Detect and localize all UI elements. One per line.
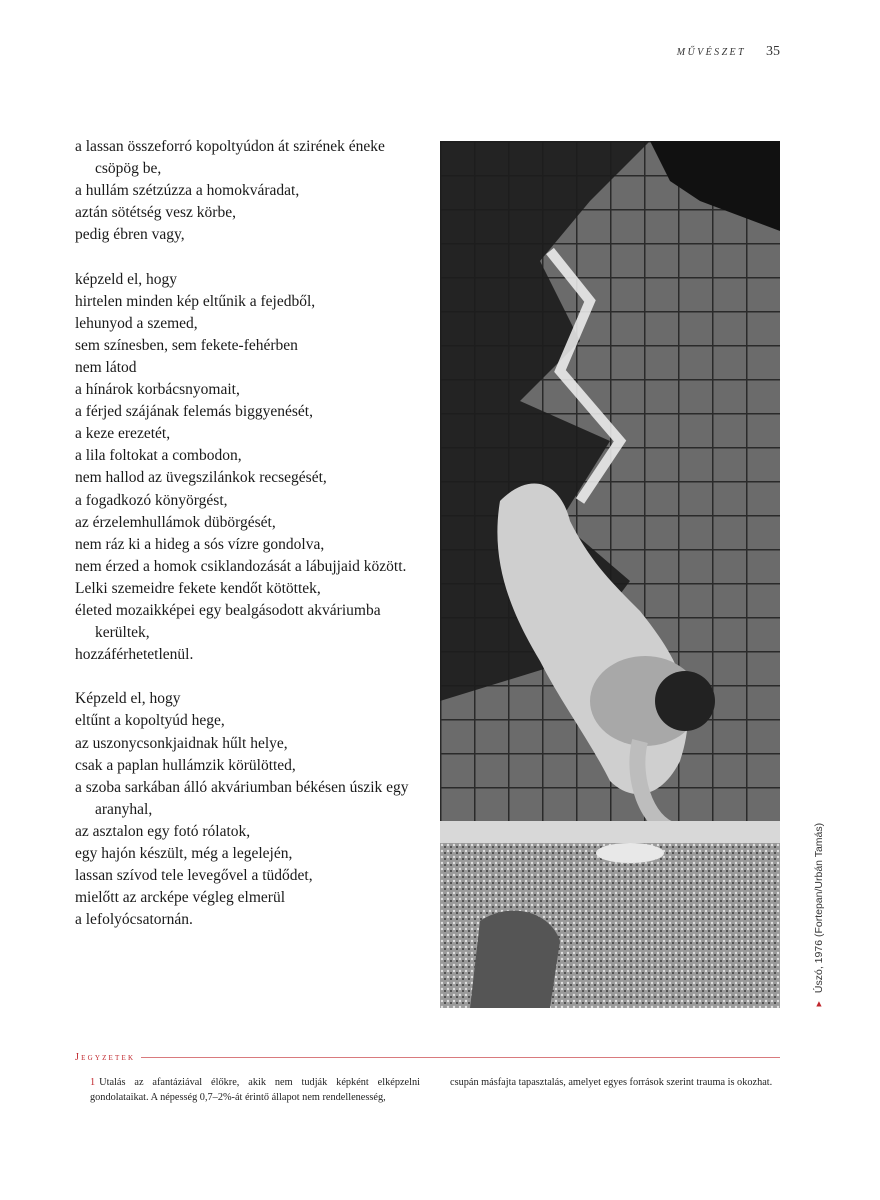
poem-line: sem színesben, sem fekete-fehérben (75, 336, 298, 354)
section-name: MŰVÉSZET (676, 47, 746, 58)
poem-line: a lila foltokat a combodon, (75, 447, 242, 465)
footnote-text-part-2: csupán másfajta tapasztalás, amelyet egyes források szerint trauma is okozhat. (450, 1077, 773, 1088)
footnote-number: 1 (90, 1077, 96, 1088)
poem-line: eltűnt a kopoltyúd hege, (75, 712, 225, 730)
photo-caption (813, 823, 825, 1008)
poem-line: Képzeld el, hogy (75, 690, 181, 708)
photograph (440, 141, 780, 1008)
poem-line: lehunyod a szemed, (75, 314, 198, 332)
footnote-column-1 (90, 1075, 420, 1105)
poem-line: az érzelemhullámok dübörgését, (75, 513, 276, 531)
poem-line: a lassan összeforró kopoltyúdon át szirének éneke csöpög be, (75, 138, 385, 178)
swimmer-photo-illustration (440, 141, 780, 1008)
poem-stanza (75, 269, 425, 667)
poem-line: nem látod (75, 358, 137, 376)
poem-stanza (75, 136, 425, 246)
footnotes (90, 1075, 780, 1105)
poem-line: az asztalon egy fotó rólatok, (75, 822, 251, 840)
poem-line: egy hajón készült, még a legelején, (75, 845, 293, 862)
poem-line: aztán sötétség vesz körbe, (75, 204, 236, 222)
poem-line: a lefolyócsatornán. (75, 911, 193, 929)
caption-text: Úszó, 1976 (Fortepan/Urbán Tamás) (813, 822, 825, 994)
poem-line: az uszonycsonkjaidnak hűlt helye, (75, 734, 288, 752)
poem-line: pedig ébren vagy, (75, 226, 185, 244)
footnote-text-part-1: Utalás az afantáziával élőkre, akik nem tudják képként elképzelni gondolataikat. A népesség 0,7–2%-át érintő állapot nem rendellenesség, (90, 1077, 420, 1103)
poem-line: csak a paplan hullámzik körülötted, (75, 756, 296, 774)
poem-line: a szoba sarkában álló akváriumban békésen úszik egy aranyhal, (75, 778, 409, 818)
notes-header (75, 1052, 780, 1063)
poem-line: mielőtt az arcképe végleg elmerül (75, 889, 286, 907)
poem-line: lassan szívod tele levegővel a tüdődet, (75, 867, 313, 885)
poem (75, 136, 425, 953)
poem-line: nem hallod az üvegszilánkok recsegését, (75, 469, 327, 487)
poem-line: életed mozaikképei egy bealgásodott akváriumba kerültek, (75, 601, 381, 642)
poem-line: képzeld el, hogy (75, 270, 178, 288)
footnote-column-2 (450, 1075, 780, 1105)
poem-line: a hínárok korbácsnyomait, (75, 381, 240, 399)
notes-title: Jegyzetek (75, 1052, 136, 1063)
poem-line: hirtelen minden kép eltűnik a fejedből, (75, 292, 316, 310)
notes-divider (141, 1057, 780, 1058)
poem-line: nem ráz ki a hideg a sós vízre gondolva, (75, 535, 325, 553)
poem-stanza (75, 688, 425, 931)
running-header (677, 44, 780, 60)
poem-line: nem érzed a homok csiklandozását a lábujjaid között. (75, 557, 407, 575)
caption-triangle-icon: ▲ (814, 998, 824, 1009)
poem-line: a férjed szájának felemás biggyenését, (75, 403, 313, 421)
poem-line: a keze erezetét, (75, 425, 171, 443)
poem-line: Lelki szemeidre fekete kendőt kötöttek, (75, 579, 321, 597)
page-number: 35 (766, 44, 780, 59)
poem-line: a hullám szétzúzza a homokváradat, (75, 182, 300, 200)
poem-line: hozzáférhetetlenül. (75, 646, 194, 664)
poem-line: a fogadkozó könyörgést, (75, 491, 228, 509)
